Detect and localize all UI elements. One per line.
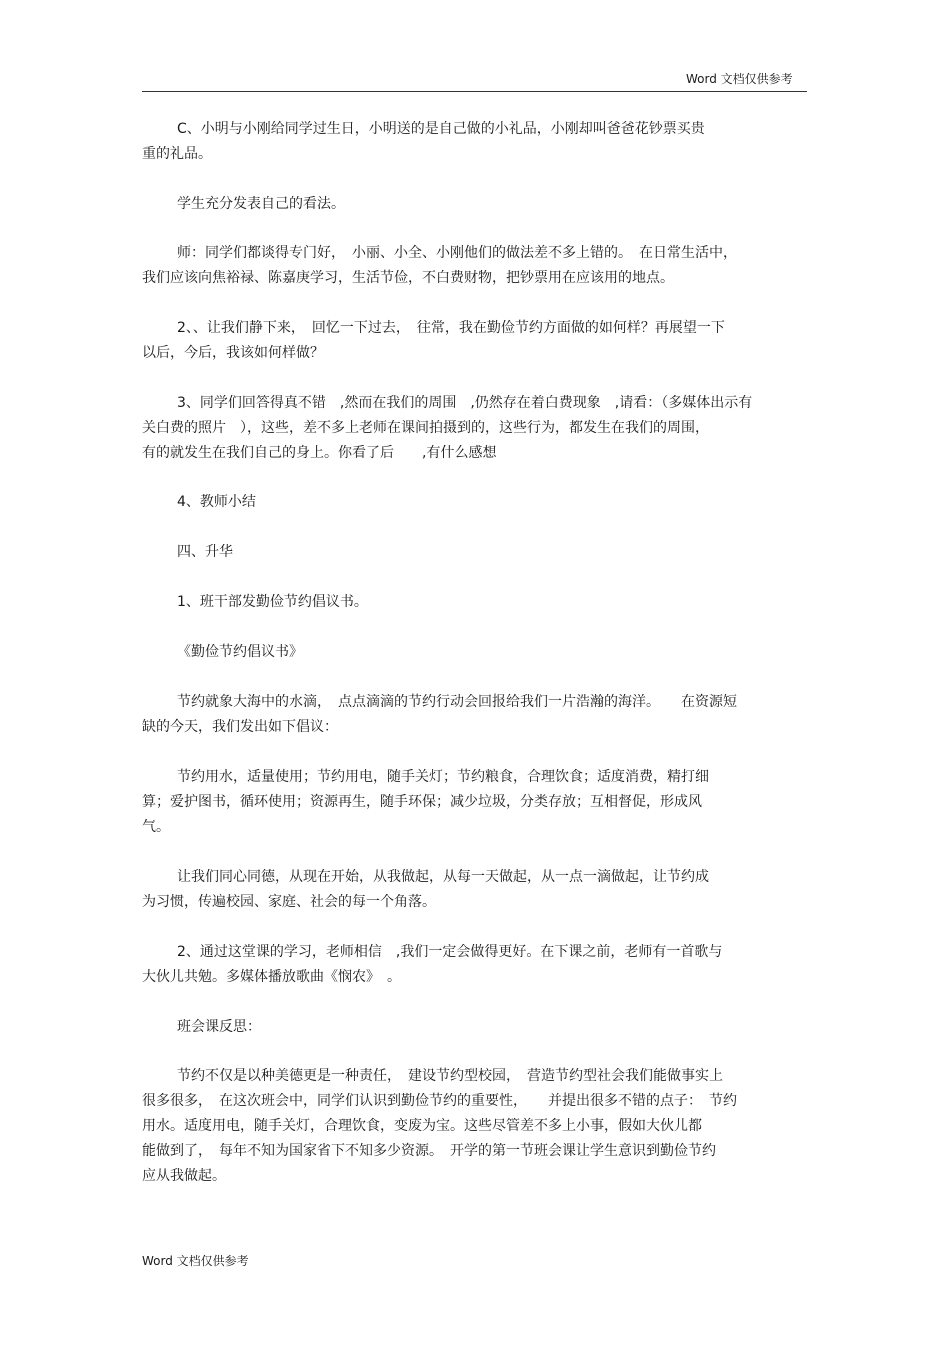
text-line: 气。 bbox=[142, 819, 170, 835]
text-line: 算；爱护图书，循环使用；资源再生，随手环保；减少垃圾，分类存放；互相督促，形成风 bbox=[142, 794, 702, 810]
text-line: 关白费的照片 ），这些，差不多上老师在课间拍摄到的，这些行为，都发生在我们的周围， bbox=[142, 420, 709, 436]
text-line: 学生充分发表自己的看法。 bbox=[177, 196, 345, 212]
text-line: 2、通过这堂课的学习，老师相信 ,我们一定会做得更好。在下课之前，老师有一首歌与 bbox=[177, 944, 723, 960]
text-line: 节约不仅是以种美德更是一种责任， 建设节约型校园， 营造节约型社会我们能做事实上 bbox=[177, 1068, 723, 1084]
text-line: 3、同学们回答得真不错 ,然而在我们的周围 ,仍然存在着白费现象 ,请看：（多媒体出示有 bbox=[177, 395, 753, 411]
page-header: Word 文档仅供参考 bbox=[686, 72, 793, 86]
text-line: 师：同学们都谈得专门好， 小丽、小全、小刚他们的做法差不多上错的。 在日常生活中， bbox=[177, 245, 737, 261]
text-line: 重的礼品。 bbox=[142, 146, 212, 162]
text-line: 应从我做起。 bbox=[142, 1168, 226, 1184]
text-line: 《勤俭节约倡议书》 bbox=[177, 644, 303, 660]
text-line: 节约用水，适量使用；节约用电，随手关灯；节约粮食，合理饮食；适度消费，精打细 bbox=[177, 769, 709, 785]
text-line: 能做到了， 每年不知为国家省下不知多少资源。 开学的第一节班会课让学生意识到勤俭节约 bbox=[142, 1143, 716, 1159]
text-line: C、小明与小刚给同学过生日，小明送的是自己做的小礼品，小刚却叫爸爸花钞票买贵 bbox=[177, 121, 705, 137]
text-line: 很多很多， 在这次班会中，同学们认识到勤俭节约的重要性， 并提出很多不错的点子： 节约 bbox=[142, 1093, 737, 1109]
text-line: 四、升华 bbox=[177, 544, 233, 560]
text-line: 1、班干部发勤俭节约倡议书。 bbox=[177, 594, 368, 610]
text-line: 节约就象大海中的水滴， 点点滴滴的节约行动会回报给我们一片浩瀚的海洋。 在资源短 bbox=[177, 694, 737, 710]
text-line: 用水。适度用电，随手关灯，合理饮食，变废为宝。这些尽管差不多上小事，假如大伙儿都 bbox=[142, 1118, 702, 1134]
text-line: 班会课反思： bbox=[177, 1019, 261, 1035]
header-rule bbox=[142, 91, 807, 92]
text-line: 以后，今后，我该如何样做？ bbox=[142, 345, 324, 361]
text-line: 为习惯，传遍校园、家庭、社会的每一个角落。 bbox=[142, 894, 436, 910]
text-line: 让我们同心同德，从现在开始，从我做起，从每一天做起，从一点一滴做起，让节约成 bbox=[177, 869, 709, 885]
text-line: 4、教师小结 bbox=[177, 494, 256, 510]
text-line: 大伙儿共勉。多媒体播放歌曲《悯农》 。 bbox=[142, 969, 401, 985]
text-line: 2、、让我们静下来， 回忆一下过去， 往常，我在勤俭节约方面做的如何样？再展望一下 bbox=[177, 320, 725, 336]
text-line: 有的就发生在我们自己的身上。你看了后 ,有什么感想 bbox=[142, 445, 497, 461]
text-line: 缺的今天，我们发出如下倡议： bbox=[142, 719, 338, 735]
page-footer: Word 文档仅供参考 bbox=[142, 1254, 249, 1268]
text-line: 我们应该向焦裕禄、陈嘉庚学习，生活节俭，不白费财物，把钞票用在应该用的地点。 bbox=[142, 270, 674, 286]
